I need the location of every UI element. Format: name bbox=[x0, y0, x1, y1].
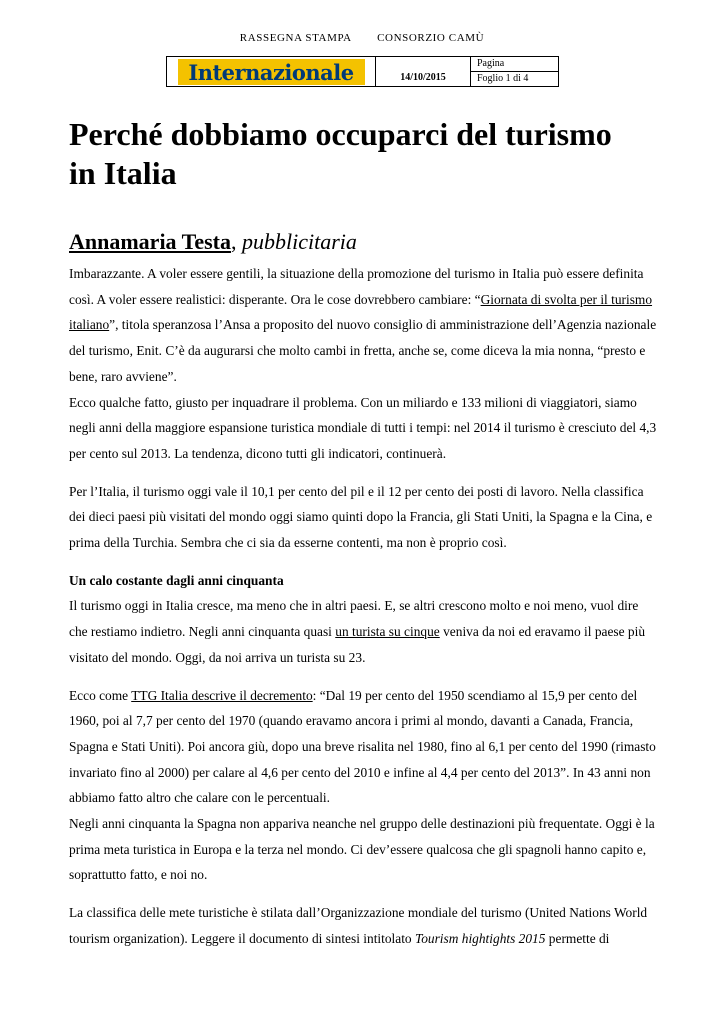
press-review-label: RASSEGNA STAMPA bbox=[239, 32, 352, 44]
press-review-header bbox=[0, 32, 724, 44]
paragraph-5 bbox=[69, 683, 659, 812]
paragraph-text: : “Dal 19 per cento del 1950 scendiamo al 15,9 per cento del 1960, poi al 7,7 per cento del 1970 (quando eravamo ancora i primi al mondo, davanti a Canada, Francia, Spagna e Stati Uniti). Poi ancora giù, dopo una breve risalita nel 1980, fino al 6,1 per cento del 1990 (rimasto invariato fino al 2000) per calare al 4,6 per cento del 2010 e infine al 4,4 per cento del 2013”. In 43 anni non abbiamo fatto altro che calare con le percentuali. bbox=[69, 687, 656, 806]
paragraph-text: Il turismo oggi in Italia cresce, ma meno che in altri paesi. E, se altri crescono molto e noi meno, vuol dire che restiamo indietro. Negli anni cinquanta quasi bbox=[69, 598, 639, 640]
paragraph-text: ”, titola speranzosa l’Ansa a proposito del nuovo consiglio di amministrazione dell’Agenzia nazionale del turismo, Enit. C’è da augurarsi che molto cambi in fretta, anche se, come diceva la mia nonna, “presto e bene, raro avviene”. bbox=[69, 317, 657, 384]
page-label: Pagina bbox=[471, 57, 558, 72]
paragraph-text: La classifica delle mete turistiche è stilata dall’Organizzazione mondiale del turismo (United Nations World tourism organization). Leggere il documento di sintesi intitolato bbox=[69, 905, 648, 946]
paragraph-text: permette di bbox=[545, 930, 610, 946]
paragraph-7 bbox=[69, 900, 659, 951]
article-title: Perché dobbiamo occuparci del turismo in Italia bbox=[69, 116, 612, 191]
internazionale-logo: Internazionale bbox=[178, 59, 365, 85]
paragraph-4 bbox=[69, 593, 659, 670]
link-giornata-di-svolta[interactable]: Giornata di svolta per il turismo italiano bbox=[69, 291, 653, 333]
paragraph-text: Imbarazzante. A voler essere gentili, la situazione della promozione del turismo in Italia può essere definita così. A voler essere realistici: disperante. Ora le cose dovrebbero cambiare: “ bbox=[69, 266, 644, 307]
consortium-label: CONSORZIO CAMÙ bbox=[377, 32, 485, 44]
paragraph-text: veniva da noi ed eravamo il paese più visitato del mondo. Oggi, da noi arriva un turista su 23. bbox=[69, 624, 646, 665]
page-value: Foglio 1 di 4 bbox=[477, 73, 529, 84]
date-cell bbox=[376, 57, 471, 86]
page-cell bbox=[471, 57, 558, 86]
logo-cell bbox=[167, 57, 376, 86]
article-body bbox=[69, 261, 659, 952]
paragraph-1 bbox=[69, 261, 659, 390]
author-byline bbox=[69, 228, 357, 256]
paragraph-text: Ecco come bbox=[69, 687, 132, 703]
author-separator: , bbox=[230, 229, 242, 254]
author-name[interactable]: Annamaria Testa bbox=[69, 229, 231, 254]
publication-date: 14/10/2015 bbox=[400, 72, 446, 83]
link-ttg-italia[interactable]: TTG Italia descrive il decremento bbox=[131, 687, 313, 703]
masthead-table bbox=[166, 56, 559, 87]
paragraph-6: Negli anni cinquanta la Spagna non appariva neanche nel gruppo delle destinazioni più frequentate. Oggi è la prima meta turistica in Europa e la terza nel mondo. Ci dev’essere qualcosa che gli spagnoli hanno capito e, soprattutto fatto, e noi no. bbox=[69, 816, 655, 883]
paragraph-3: Per l’Italia, il turismo oggi vale il 10,1 per cento del pil e il 12 per cento dei posti di lavoro. Nella classifica dei dieci paesi più visitati del mondo oggi siamo quinti dopo la Francia, gli Stati Uniti, la Spagna e la Cina, e prima della Turchia. Sembra che ci sia da esserne contenti, ma non è proprio così. bbox=[69, 483, 653, 551]
document-title-italic: Tourism hightights 2015 bbox=[414, 930, 546, 946]
paragraph-2: Ecco qualche fatto, giusto per inquadrare il problema. Con un miliardo e 133 milioni di viaggiatori, siamo negli anni della maggiore espansione turistica mondiale di tutti i tempi: nel 2014 il turismo è cresciuto del 4,3 per cento sul 2013. La tendenza, dicono tutti gli indicatori, continuerà. bbox=[69, 394, 657, 461]
link-un-turista-su-cinque[interactable]: un turista su cinque bbox=[335, 624, 440, 640]
author-role: pubblicitaria bbox=[241, 229, 357, 254]
section-subheading: Un calo costante dagli anni cinquanta bbox=[69, 572, 284, 588]
